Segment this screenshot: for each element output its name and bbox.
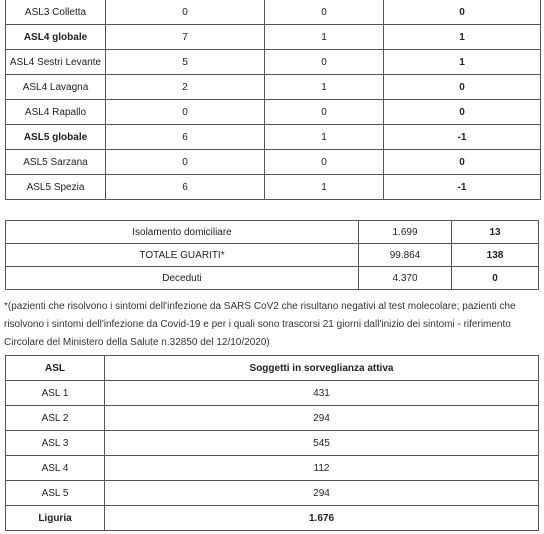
district-value: 0 [265,100,384,125]
asl-name: ASL 2 [6,406,105,431]
district-value: 0 [106,100,265,125]
asl-value: 294 [105,406,539,431]
asl-name: ASL 1 [6,381,105,406]
table-row [6,75,541,100]
table-row [6,456,539,481]
table-row [6,221,539,244]
district-value: 7 [106,25,265,50]
district-value: 1 [265,175,384,200]
asl-value: 431 [105,381,539,406]
summary-table [5,220,539,290]
column-header-asl: ASL [6,356,105,381]
district-value: 1 [265,25,384,50]
table-row [6,50,541,75]
district-name: ASL4 Sestri Levante [6,50,106,75]
total-value: 1.676 [105,506,539,531]
district-delta: 1 [384,50,541,75]
table-row [6,25,541,50]
summary-label: TOTALE GUARITI* [6,244,359,267]
summary-value: 4.370 [359,267,452,290]
district-name: ASL4 Lavagna [6,75,106,100]
column-header-soggetti: Soggetti in sorveglianza attiva [105,356,539,381]
district-name: ASL3 Colletta [6,0,106,25]
district-delta: -1 [384,125,541,150]
table-row [6,244,539,267]
asl-name: ASL 3 [6,431,105,456]
asl-value: 545 [105,431,539,456]
district-value: 0 [106,0,265,25]
summary-value: 99.864 [359,244,452,267]
district-name: ASL5 Sarzana [6,150,106,175]
summary-delta: 13 [452,221,539,244]
district-value: 6 [106,125,265,150]
asl-name: ASL 4 [6,456,105,481]
district-value: 1 [265,75,384,100]
asl-value: 112 [105,456,539,481]
summary-label: Isolamento domiciliare [6,221,359,244]
district-delta: 0 [384,75,541,100]
district-delta: 0 [384,0,541,25]
district-delta: -1 [384,175,541,200]
table-row [6,125,541,150]
summary-delta: 0 [452,267,539,290]
district-value: 0 [106,150,265,175]
table-row [6,481,539,506]
table-row [6,150,541,175]
asl-name: ASL 5 [6,481,105,506]
total-label: Liguria [6,506,105,531]
table-header-row [6,356,539,381]
district-value: 0 [265,50,384,75]
asl-value: 294 [105,481,539,506]
district-delta: 0 [384,150,541,175]
district-value: 0 [265,150,384,175]
table-row [6,0,541,25]
summary-delta: 138 [452,244,539,267]
summary-value: 1.699 [359,221,452,244]
table-row [6,175,541,200]
table-row [6,100,541,125]
district-delta: 0 [384,100,541,125]
table-row [6,406,539,431]
table-row [6,431,539,456]
district-value: 6 [106,175,265,200]
table-row [6,267,539,290]
district-value: 5 [106,50,265,75]
district-value: 2 [106,75,265,100]
table-row [6,381,539,406]
summary-label: Deceduti [6,267,359,290]
asl-district-table [5,0,541,200]
surveillance-table [5,355,539,531]
footnote: *(pazienti che risolvono i sintomi dell'infezione da SARS CoV2 che risultano negativi al test molecolare; pazienti che risolvono i sintomi dell'infezione da Covid-19 e per i quali sono trascorsi 21 giorni dall'inizio dei sintomi - riferimento Circolare del Ministero della Salute n.32850 del 12/10/2020) [4,301,516,348]
total-row [6,506,539,531]
district-name: ASL4 Rapallo [6,100,106,125]
district-name: ASL5 globale [6,125,106,150]
district-name: ASL4 globale [6,25,106,50]
district-value: 0 [265,0,384,25]
district-delta: 1 [384,25,541,50]
district-value: 1 [265,125,384,150]
district-name: ASL5 Spezia [6,175,106,200]
